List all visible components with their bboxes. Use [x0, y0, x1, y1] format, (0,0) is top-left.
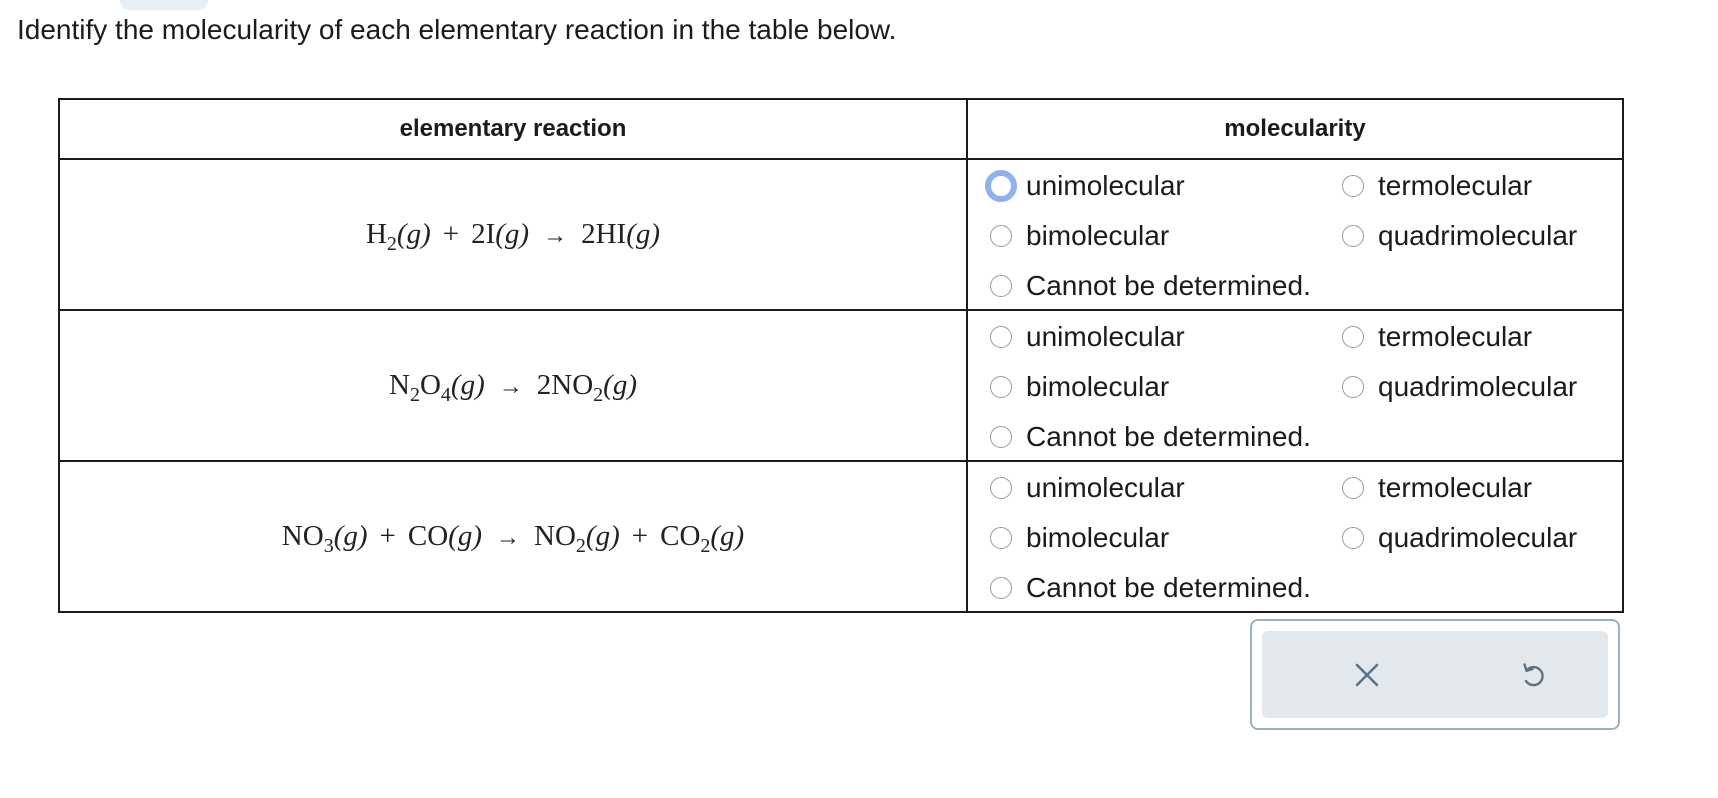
radio-button[interactable] — [1342, 376, 1364, 398]
species — [281, 520, 368, 557]
option-label: Cannot be determined. — [1026, 270, 1311, 301]
molecularity-options — [967, 310, 1623, 461]
reaction-arrow: → — [543, 223, 568, 249]
radio-button[interactable] — [990, 527, 1012, 549]
state-label: (g) — [495, 218, 530, 250]
x-icon — [1354, 662, 1380, 688]
reaction-equation — [59, 159, 967, 310]
radio-button[interactable] — [1342, 527, 1364, 549]
radio-button[interactable] — [1342, 175, 1364, 197]
reaction-arrow: → — [498, 374, 523, 400]
subscript: 2 — [575, 535, 586, 557]
species — [581, 218, 660, 250]
subscript: 2 — [409, 384, 420, 406]
option-label: quadrimolecular — [1378, 371, 1578, 402]
option-label: Cannot be determined. — [1026, 572, 1311, 603]
subscript: 3 — [323, 535, 334, 557]
option-cannot-be-determined[interactable] — [990, 572, 1311, 604]
species — [660, 520, 745, 557]
option-label: bimolecular — [1026, 522, 1170, 553]
option-label: termolecular — [1378, 321, 1533, 352]
option-quadrimolecular[interactable] — [1342, 371, 1577, 403]
coefficient: 2 — [581, 218, 596, 250]
option-label: bimolecular — [1026, 220, 1170, 251]
radio-button[interactable] — [985, 170, 1017, 202]
state-label: (g) — [710, 520, 745, 552]
option-quadrimolecular[interactable] — [1342, 522, 1577, 554]
subscript: 4 — [440, 384, 451, 406]
element-symbol: I — [485, 218, 496, 250]
reaction-arrow: → — [496, 525, 520, 551]
element-symbol: O — [554, 520, 576, 552]
option-label: unimolecular — [1026, 321, 1185, 352]
undo-button[interactable] — [1513, 655, 1553, 695]
header-elementary-reaction: elementary reaction — [59, 99, 967, 159]
option-termolecular[interactable] — [1342, 321, 1532, 353]
element-symbol: H — [365, 218, 387, 250]
state-label: (g) — [333, 520, 368, 552]
option-cannot-be-determined[interactable] — [990, 421, 1311, 453]
reaction-equation — [59, 310, 967, 461]
question-prompt: Identify the molecularity of each elementary reaction in the table below. — [17, 14, 897, 45]
option-quadrimolecular[interactable] — [1342, 220, 1577, 252]
species — [536, 369, 637, 406]
element-symbol: I — [616, 218, 627, 250]
option-bimolecular[interactable] — [990, 371, 1169, 403]
header-molecularity: molecularity — [967, 99, 1623, 159]
radio-button[interactable] — [990, 225, 1012, 247]
option-label: termolecular — [1378, 472, 1533, 503]
element-symbol: H — [595, 218, 617, 250]
element-symbol: N — [281, 520, 303, 552]
radio-button[interactable] — [990, 426, 1012, 448]
option-unimolecular[interactable] — [990, 472, 1185, 504]
radio-button[interactable] — [990, 577, 1012, 599]
option-label: unimolecular — [1026, 170, 1185, 201]
option-label: unimolecular — [1026, 472, 1185, 503]
state-label: (g) — [396, 218, 431, 250]
undo-icon — [1518, 660, 1548, 690]
element-symbol: O — [419, 369, 441, 401]
plus-sign: + — [379, 520, 396, 552]
answer-tools-bar — [1262, 631, 1608, 718]
species — [408, 520, 482, 552]
option-termolecular[interactable] — [1342, 472, 1532, 504]
element-symbol: O — [302, 520, 324, 552]
subscript: 2 — [386, 233, 397, 255]
molecularity-options — [967, 461, 1623, 612]
option-bimolecular[interactable] — [990, 220, 1169, 252]
subscript: 2 — [593, 384, 604, 406]
top-tab-indicator — [120, 0, 208, 10]
species — [365, 218, 431, 255]
state-label: (g) — [450, 369, 485, 401]
option-termolecular[interactable] — [1342, 170, 1532, 202]
element-symbol: N — [389, 369, 410, 401]
plus-sign: + — [442, 218, 460, 250]
radio-button[interactable] — [990, 275, 1012, 297]
radio-button[interactable] — [1342, 477, 1364, 499]
table-row — [59, 159, 1623, 310]
answer-tools-panel — [1250, 619, 1620, 730]
option-label: quadrimolecular — [1378, 522, 1578, 553]
subscript: 2 — [700, 535, 711, 557]
coefficient: 2 — [471, 218, 486, 250]
state-label: (g) — [448, 520, 482, 552]
option-label: bimolecular — [1026, 371, 1170, 402]
element-symbol: O — [679, 520, 701, 552]
clear-button[interactable] — [1347, 655, 1387, 695]
radio-button[interactable] — [990, 477, 1012, 499]
option-bimolecular[interactable] — [990, 522, 1169, 554]
table-row — [59, 461, 1623, 612]
option-label: Cannot be determined. — [1026, 421, 1311, 452]
table-row — [59, 310, 1623, 461]
state-label: (g) — [603, 369, 637, 401]
radio-button[interactable] — [1342, 326, 1364, 348]
plus-sign: + — [631, 520, 649, 552]
element-symbol: O — [572, 369, 594, 401]
species — [534, 520, 620, 557]
element-symbol: C — [660, 520, 680, 552]
molecularity-table — [58, 98, 1624, 613]
species — [471, 218, 529, 250]
coefficient: 2 — [536, 369, 552, 401]
molecularity-options — [967, 159, 1623, 310]
radio-button[interactable] — [1342, 225, 1364, 247]
option-unimolecular[interactable] — [990, 170, 1185, 202]
state-label: (g) — [626, 218, 661, 250]
table-header-row — [59, 99, 1623, 159]
element-symbol: O — [427, 520, 449, 552]
element-symbol: N — [534, 520, 555, 552]
element-symbol: C — [407, 520, 428, 552]
element-symbol: N — [551, 369, 573, 401]
option-label: quadrimolecular — [1378, 220, 1578, 251]
option-label: termolecular — [1378, 170, 1533, 201]
reaction-equation — [59, 461, 967, 612]
species — [389, 369, 485, 406]
option-cannot-be-determined[interactable] — [990, 270, 1311, 302]
radio-button[interactable] — [990, 376, 1012, 398]
option-unimolecular[interactable] — [990, 321, 1185, 353]
radio-button[interactable] — [990, 326, 1012, 348]
state-label: (g) — [585, 520, 620, 552]
